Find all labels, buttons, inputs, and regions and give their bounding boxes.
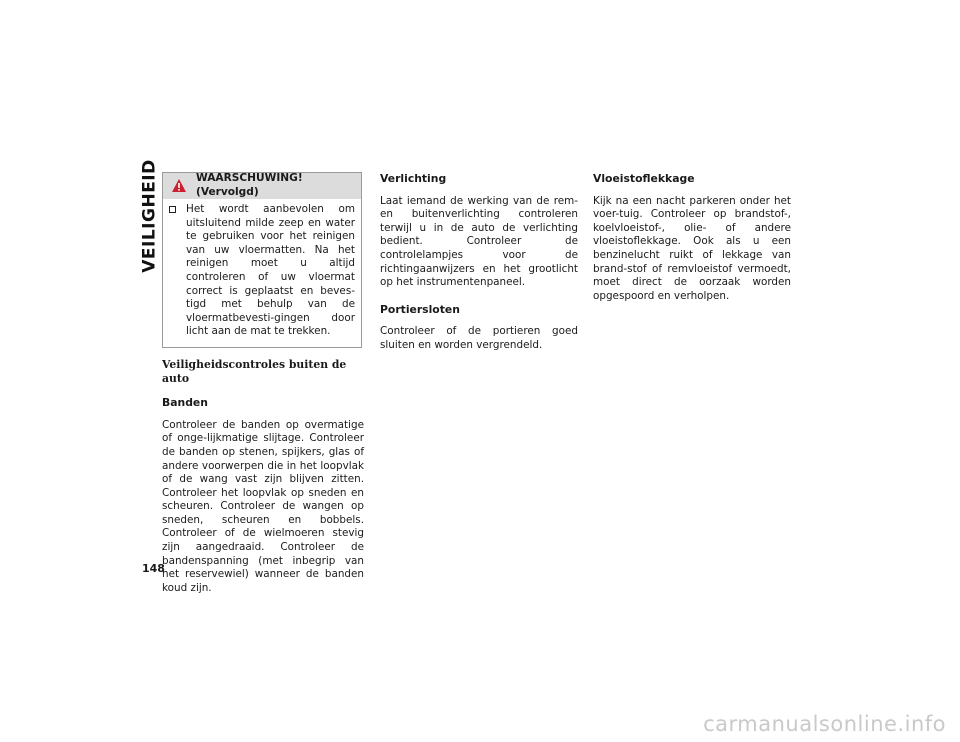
vloeistoflekkage-body: Kijk na een nacht parkeren onder het voer-tuig. Controleer op brandstof-, koelvloeistof-, olie- of andere vloeistoflekkage. Ook als u een benzinelucht ruikt of lekkage van brand-stof of remvloeistof vermoedt, moet direct de oorzaak worden opgespoord en verholpen.	[593, 194, 791, 302]
warning-triangle-icon	[171, 178, 187, 193]
warning-body	[163, 199, 361, 347]
column-right	[593, 172, 791, 303]
warning-header	[163, 173, 361, 199]
subheading-banden: Banden	[162, 396, 208, 410]
heading-vloeistoflekkage: Vloeistoflekkage	[593, 172, 695, 185]
page-number: 148	[142, 562, 165, 575]
column-left	[162, 172, 364, 595]
section-tab	[136, 159, 164, 273]
watermark: carmanualsonline.info	[703, 712, 946, 736]
warning-bullet-text: Het wordt aanbevolen om uitsluitend milde zeep en water te gebruiken voor het reinigen van uw vloermatten. Na het reinigen moet u altijd controleren of uw vloermat correct is geplaatst en beves-tigd met behulp van de vloermatbevesti-gingen door licht aan de mat te trekken.	[186, 203, 355, 338]
square-bullet-icon	[169, 206, 176, 213]
banden-body: Controleer de banden op overmatige of onge-lijkmatige slijtage. Controleer de banden op stenen, spijkers, glas of andere voorwerpen die in het loopvlak of de wang vast zijn blijven zitten. Controleer het loopvlak op sneden en scheuren. Controleer de wangen op sneden, scheuren en bobbels. Controleer of de wielmoeren stevig zijn aangedraaid. Controleer de bandenspanning (met inbegrip van het reservewiel) wanneer de banden koud zijn.	[162, 418, 364, 594]
heading-portiersloten: Portiersloten	[380, 302, 460, 316]
verlichting-body: Laat iemand de werking van de rem- en buitenverlichting controleren terwijl u in de auto de verlichting bedient. Controleer de controlelampjes voor de richtingaanwijzers en het grootlicht op het instrumentenpaneel.	[380, 194, 578, 289]
portiersloten-body: Controleer of de portieren goed sluiten en worden vergrendeld.	[380, 325, 578, 351]
warning-title: WAARSCHUWING! (Vervolgd)	[196, 172, 303, 198]
section-tab-label: VEILIGHEID	[140, 159, 161, 273]
column-middle	[380, 172, 578, 353]
warning-box	[162, 172, 362, 348]
section-heading: Veiligheidscontroles buiten de auto	[162, 357, 347, 385]
heading-verlichting: Verlichting	[380, 172, 447, 185]
